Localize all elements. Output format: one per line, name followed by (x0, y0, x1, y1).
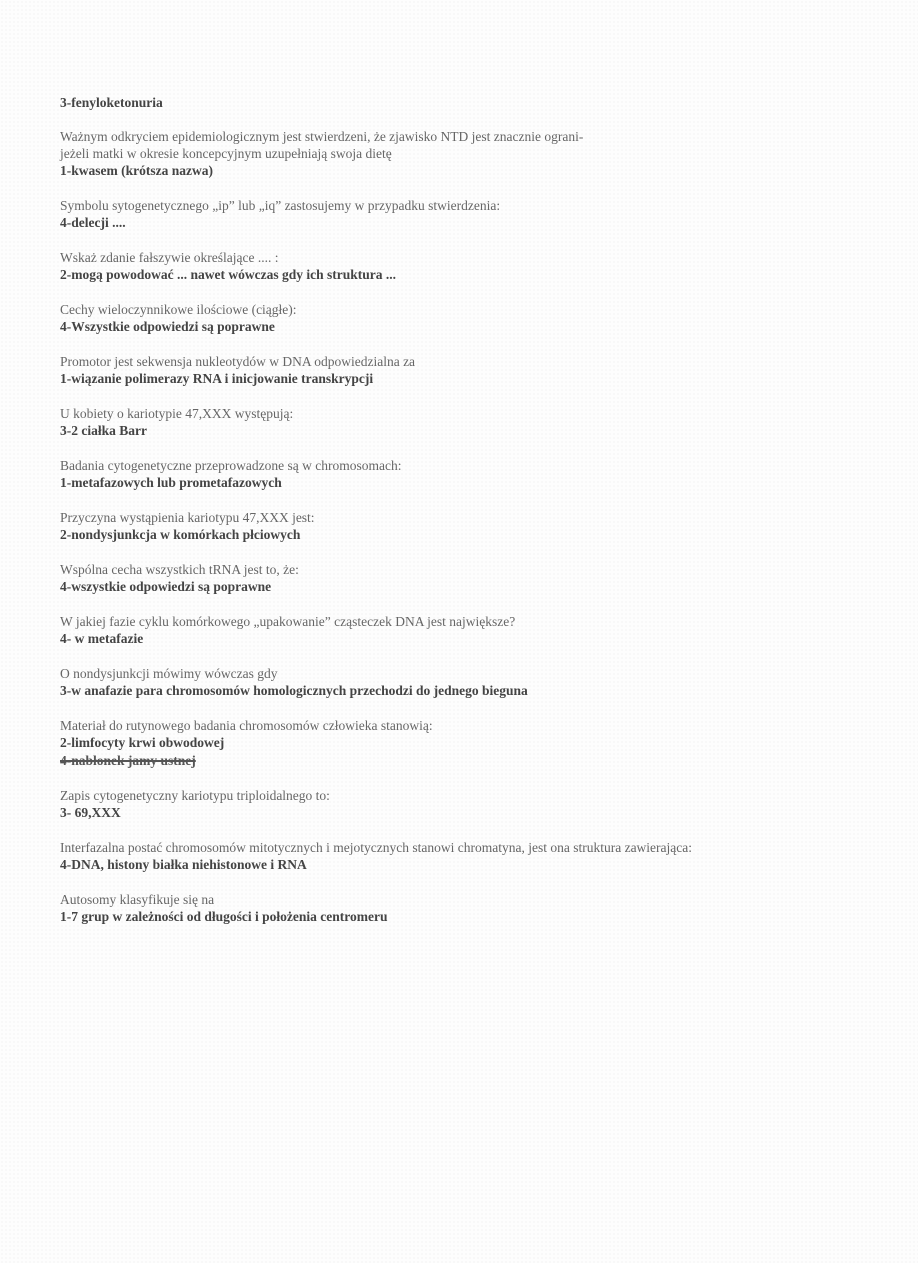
answer-text: 4-DNA, histony białka niehistonowe i RNA (60, 857, 307, 872)
question-text: Promotor jest sekwensja nukleotydów w DNA odpowiedzialna za (60, 354, 416, 369)
question-block (60, 509, 860, 544)
question-text: Wspólna cecha wszystkich tRNA jest to, że: (60, 562, 299, 577)
question-list (60, 128, 860, 926)
question-text: Materiał do rutynowego badania chromosomów człowieka stanowią: (60, 718, 433, 733)
answer-text: 4-wszystkie odpowiedzi są poprawne (60, 579, 272, 594)
question-text: Wskaż zdanie fałszywie określające .... : (60, 250, 279, 265)
question-text: Ważnym odkryciem epidemiologicznym jest stwierdzeni, że zjawisko NTD jest znacznie ograni- jeżeli matki w okresie koncepcyjnym uzupełniają swoja dietę (60, 129, 584, 161)
answer-text: 2-nondysjunkcja w komórkach płciowych (60, 527, 301, 542)
question-block (60, 717, 860, 770)
struck-answer-text: 4-nabłonek jamy ustnej (60, 753, 196, 768)
question-block (60, 665, 860, 700)
question-block (60, 891, 860, 926)
question-text: Symbolu sytogenetycznego „ip” lub „iq” zastosujemy w przypadku stwierdzenia: (60, 198, 501, 213)
answer-text: 3- 69,XXX (60, 805, 121, 820)
question-block (60, 301, 860, 336)
answer-text: 1-wiązanie polimerazy RNA i inicjowanie transkrypcji (60, 371, 374, 386)
question-block (60, 353, 860, 388)
question-text: Autosomy klasyfikuje się na (60, 892, 215, 907)
question-text: Interfazalna postać chromosomów mitotycznych i mejotycznych stanowi chromatyna, jest ona struktura zawierająca: (60, 840, 693, 855)
question-block (60, 839, 860, 874)
question-text: U kobiety o kariotypie 47,XXX występują: (60, 406, 294, 421)
answer-text: 2-limfocyty krwi obwodowej (60, 735, 225, 750)
first-answer: 3-fenyloketonuria (60, 95, 163, 110)
question-text: W jakiej fazie cyklu komórkowego „upakowanie” cząsteczek DNA jest największe? (60, 614, 516, 629)
question-text: Cechy wieloczynnikowe ilościowe (ciągłe): (60, 302, 297, 317)
answer-text: 3-2 ciałka Barr (60, 423, 147, 438)
answer-text: 3-w anafazie para chromosomów homologicznych przechodzi do jednego bieguna (60, 683, 528, 698)
answer-text: 1-metafazowych lub prometafazowych (60, 475, 282, 490)
answer-text: 4- w metafazie (60, 631, 144, 646)
question-block (60, 249, 860, 284)
answer-text: 1-7 grup w zależności od długości i położenia centromeru (60, 909, 388, 924)
answer-text: 4-delecji .... (60, 215, 126, 230)
question-block (60, 128, 860, 180)
question-text: Badania cytogenetyczne przeprowadzone są w chromosomach: (60, 458, 402, 473)
question-text: O nondysjunkcji mówimy wówczas gdy (60, 666, 278, 681)
answer-text: 1-kwasem (krótsza nazwa) (60, 163, 213, 178)
document-content (60, 94, 860, 943)
answer-text: 4-Wszystkie odpowiedzi są poprawne (60, 319, 275, 334)
question-block (60, 787, 860, 822)
question-block (60, 197, 860, 232)
question-block (60, 561, 860, 596)
question-text: Przyczyna wystąpienia kariotypu 47,XXX jest: (60, 510, 315, 525)
question-block (60, 613, 860, 648)
question-block (60, 457, 860, 492)
question-block (60, 405, 860, 440)
question-text: Zapis cytogenetyczny kariotypu triploidalnego to: (60, 788, 330, 803)
answer-text: 2-mogą powodować ... nawet wówczas gdy ich struktura ... (60, 267, 396, 282)
